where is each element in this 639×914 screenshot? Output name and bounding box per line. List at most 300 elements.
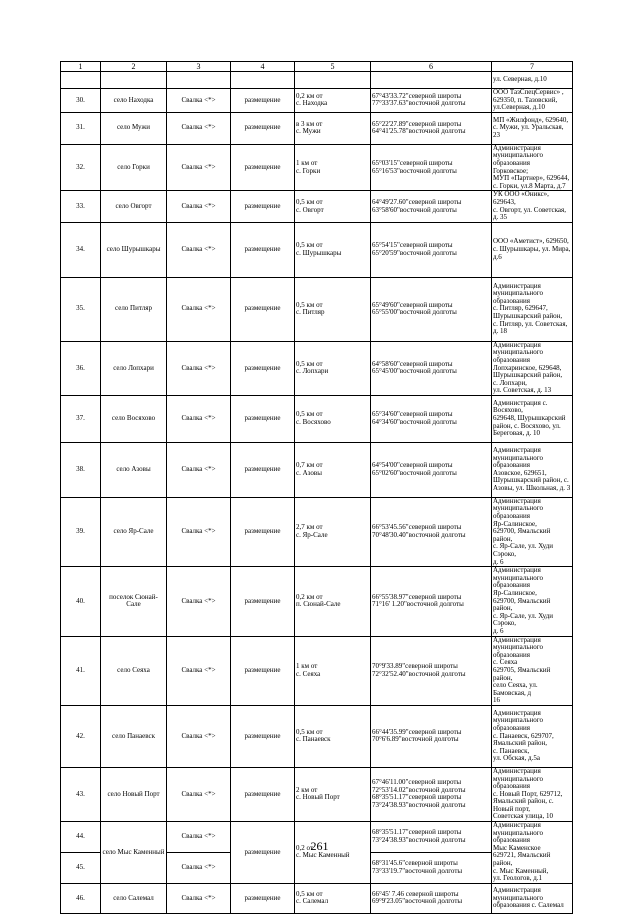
table-row — [61, 395, 573, 442]
operator-line: ул.Северная, д.10 — [493, 103, 546, 112]
operator-line: муниципального образования — [493, 348, 543, 364]
operator-line: Мыс Каменское — [493, 843, 541, 852]
object-type-text: Свалка <*> — [181, 789, 216, 798]
object-type — [167, 567, 231, 636]
activity-type — [231, 72, 295, 89]
coordinates — [371, 442, 492, 497]
coordinate-line: 64°49'27.60"северной широты — [372, 197, 462, 206]
distance-line: с. Восяхово — [296, 417, 331, 426]
row-number-text: 31. — [76, 123, 85, 132]
settlement-name — [101, 497, 167, 566]
operator-line: муниципального — [493, 893, 543, 902]
operator-line: Азовское, 629651, — [493, 468, 547, 477]
object-type — [167, 72, 231, 89]
coordinate-line: 70°6'6.89"восточной долготы — [372, 735, 459, 744]
coordinate-line: 72°32'52.40"восточной долготы — [372, 669, 466, 678]
coordinate-line: 66°45' 7.46 северной широты — [372, 889, 459, 898]
row-number-text: 39. — [76, 527, 85, 536]
activity-type-text: размещение — [244, 465, 281, 474]
operator-info — [492, 705, 573, 767]
object-type — [167, 497, 231, 566]
operator-line: Администрация с. Восяхово, — [493, 398, 548, 415]
object-type — [167, 341, 231, 395]
object-type-text: Свалка <*> — [181, 95, 216, 104]
object-type — [167, 222, 231, 277]
operator-info — [492, 144, 573, 191]
settlement-name-text: село Овгорт — [115, 201, 152, 210]
table-row — [61, 705, 573, 767]
distance-line: с. Сеяха — [296, 669, 321, 678]
row-number-text: 40. — [76, 596, 85, 605]
object-type-text: Свалка <*> — [181, 731, 216, 740]
operator-line: муниципального образования — [493, 643, 543, 659]
operator-line: Шурышкарский район, — [493, 312, 563, 321]
operator-line: муниципального образования — [493, 289, 543, 305]
distance-line: с. Мыс Каменный — [296, 851, 350, 860]
activity-type — [231, 277, 295, 341]
object-type-text: Свалка <*> — [181, 893, 216, 902]
operator-info — [492, 191, 573, 222]
operator-line: село Сеяха, ул. Бамовская, д — [493, 681, 538, 697]
operator-line: Администрация — [493, 281, 541, 290]
coordinates — [371, 341, 492, 395]
row-number — [61, 636, 101, 705]
distance-line: 0,5 км от — [296, 359, 323, 368]
column-header — [295, 62, 371, 72]
operator-line: муниципального образования — [493, 774, 543, 791]
coordinate-line: 66°55'38.97"северной широты — [372, 592, 462, 601]
operator-line: МП «Жилфонд», 629640, — [493, 115, 569, 124]
operator-info — [492, 636, 573, 705]
page-number: 261 — [310, 839, 329, 853]
object-type-text: Свалка <*> — [181, 162, 216, 171]
table-row — [61, 72, 573, 89]
activity-type — [231, 89, 295, 113]
coordinate-line: 70°9'33.89"северной широты — [372, 662, 458, 671]
row-number — [61, 89, 101, 113]
operator-line: муниципального образования — [493, 504, 543, 521]
distance-location — [295, 191, 371, 222]
coordinate-line: 65°02'60"восточной долготы — [372, 468, 457, 477]
column-header-label: 7 — [530, 62, 534, 71]
distance-location — [295, 144, 371, 191]
operator-line: Береговая, д. 10 — [493, 429, 541, 438]
distance-location — [295, 705, 371, 767]
row-number — [61, 567, 101, 636]
activity-type-text: размещение — [244, 665, 281, 674]
coordinates — [371, 222, 492, 277]
settlement-name-text: село Сеяха — [117, 665, 150, 674]
activity-type-text: размещение — [244, 363, 281, 372]
distance-line: с. Яр-Сале — [296, 531, 328, 540]
coordinates — [371, 395, 492, 442]
operator-info — [492, 567, 573, 636]
row-number-text: 38. — [76, 465, 85, 474]
object-type-text: Свалка <*> — [181, 123, 216, 132]
coordinates — [371, 852, 492, 883]
operator-line: Администрация — [493, 636, 541, 644]
distance-location — [295, 112, 371, 144]
distance-line: 1 км от — [296, 662, 318, 671]
operator-line: Яр-Салинское, — [493, 589, 537, 597]
coordinates — [371, 72, 492, 89]
distance-line: с. Азовы — [296, 468, 322, 477]
distance-location — [295, 222, 371, 277]
settlement-name — [101, 222, 167, 277]
settlement-name — [101, 442, 167, 497]
operator-line: муниципального образования — [493, 716, 543, 733]
operator-line: ул. Обская, д.5а — [493, 754, 540, 763]
settlement-name — [101, 144, 167, 191]
settlement-name — [101, 277, 167, 341]
operator-line: 629700, Ямальский район, — [493, 596, 551, 613]
row-number-text: 37. — [76, 414, 85, 423]
distance-line: п. Сюнай-Сале — [296, 600, 341, 609]
distance-line: с. Панаевск — [296, 735, 331, 744]
coordinate-line: 65°03'15"северной широты — [372, 158, 453, 167]
column-header-label: 3 — [196, 62, 201, 71]
object-type-text: Свалка <*> — [181, 863, 216, 872]
row-number — [61, 883, 101, 913]
row-number — [61, 497, 101, 566]
activity-type — [231, 395, 295, 442]
operator-info — [492, 883, 573, 913]
operator-line: с. Панаевск, 629707, — [493, 731, 554, 740]
settlement-name-text: село Яр-Сале — [113, 527, 154, 536]
operator-line: муниципального образования — [493, 453, 543, 470]
settlement-name-text: село Салемал — [113, 893, 154, 902]
object-type-text: Свалка <*> — [181, 832, 216, 841]
table-row — [61, 144, 573, 191]
row-number — [61, 705, 101, 767]
operator-line: 629721, Ямальский район, — [493, 851, 551, 868]
coordinates — [371, 705, 492, 767]
coordinate-line: 71°16' 1.20"восточной долготы — [372, 600, 464, 609]
activity-type-text: размещение — [244, 596, 281, 605]
row-number-text: 44. — [76, 832, 85, 841]
distance-line: с. Новый Порт — [296, 793, 340, 802]
table-row — [61, 442, 573, 497]
operator-line: муниципального образования — [493, 828, 543, 845]
operator-line: с. Яр-Сале, ул. Худи Сэроко, — [493, 542, 554, 559]
operator-line: с. Питляр, ул. Советская, — [493, 319, 568, 328]
activity-type — [231, 705, 295, 767]
column-header-label: 6 — [429, 62, 433, 71]
coordinates — [371, 497, 492, 566]
operator-line: с. Мыс Каменный, — [493, 866, 549, 875]
operator-line: Советская улица, 10 — [493, 812, 553, 821]
object-type — [167, 852, 231, 883]
distance-line: в 3 км от — [296, 119, 323, 128]
column-header-label: 1 — [78, 62, 83, 71]
table-row — [61, 341, 573, 395]
distance-location — [295, 883, 371, 913]
operator-line: с. Горки, ул.8 Марта, д.7 — [493, 181, 566, 190]
coordinate-line: 65°45'00"восточной долготы — [372, 367, 457, 376]
table-row — [61, 89, 573, 113]
row-number — [61, 112, 101, 144]
object-type — [167, 442, 231, 497]
table-row — [61, 112, 573, 144]
operator-line: с. Сеяха — [493, 658, 518, 667]
distance-line: с. Горки — [296, 166, 321, 175]
coordinate-line: 65°16'53"восточной долготы — [372, 166, 457, 175]
table-row — [61, 883, 573, 913]
distance-location — [295, 442, 371, 497]
distance-line: с. Шурышкары — [296, 248, 342, 257]
coordinate-line: 73°24'38.93"восточной долготы — [372, 801, 466, 810]
operator-line: Администрация — [493, 767, 541, 775]
coordinate-line: 65°54'15"северной широты — [372, 241, 453, 250]
coordinate-line: 64°58'60"северной широты — [372, 359, 453, 368]
operator-line: Администрация — [493, 708, 541, 717]
object-type — [167, 277, 231, 341]
operator-line: Горковское; — [493, 166, 529, 175]
column-header-label: 4 — [260, 62, 265, 71]
column-header — [231, 62, 295, 72]
activity-type — [231, 442, 295, 497]
settlement-name-text: село Восяхово — [111, 414, 156, 423]
distance-location — [295, 89, 371, 113]
settlement-name — [101, 341, 167, 395]
activity-type-text: размещение — [244, 414, 281, 423]
operator-line: с. Питляр, 629647, — [493, 304, 548, 313]
activity-type — [231, 636, 295, 705]
coordinate-line: 66°44'35.99"северной широты — [372, 727, 462, 736]
activity-type — [231, 497, 295, 566]
operator-info — [492, 767, 573, 821]
coordinate-line: 65°20'59"восточной долготы — [372, 248, 457, 257]
settlement-name-text: село Питляр — [115, 304, 152, 313]
operator-line: д. 6 — [493, 626, 504, 635]
distance-line: 0,2 км от — [296, 91, 323, 100]
distance-line: 0,5 км от — [296, 300, 323, 309]
operator-line: Шурышкарский район, с. — [493, 476, 569, 485]
settlement-name-text: село Мыс Каменный — [102, 847, 165, 856]
distance-line: с. Лопхари — [296, 367, 329, 376]
column-header-label: 5 — [330, 62, 335, 71]
operator-line: 629700, Ямальский район, — [493, 527, 551, 543]
distance-line: с. Овгорт — [296, 205, 324, 214]
object-type — [167, 191, 231, 222]
activity-type-text: размещение — [244, 244, 281, 253]
operator-line: Администрация — [493, 144, 541, 152]
operator-line: муниципального образования — [493, 151, 543, 167]
settlement-name — [101, 112, 167, 144]
object-type-text: Свалка <*> — [181, 527, 216, 536]
coordinate-line: 69°9'23.05"восточной долготы — [372, 897, 463, 906]
coordinate-line: 72°53'14.02"восточной долготы — [372, 785, 466, 794]
distance-line: 0,2 от — [296, 843, 313, 852]
coordinate-line: 65°55'00"восточной долготы — [372, 308, 457, 317]
coordinates — [371, 767, 492, 821]
coordinates — [371, 277, 492, 341]
settlement-name — [101, 89, 167, 113]
row-number — [61, 144, 101, 191]
distance-location — [295, 497, 371, 566]
operator-line: ООО «Аметист», 629650, — [493, 237, 569, 246]
activity-type — [231, 883, 295, 913]
activity-type-text: размещение — [244, 95, 281, 104]
row-number — [61, 222, 101, 277]
coordinate-line: 65°34'60"северной широты — [372, 410, 453, 419]
operator-info — [492, 497, 573, 566]
coordinate-line: 65°22'27.89"северной широты — [372, 119, 462, 128]
row-number — [61, 442, 101, 497]
operator-line: Яр-Салинское, — [493, 519, 537, 528]
coordinate-line: 63°58'60"восточной долготы — [372, 205, 457, 214]
settlement-name-text: село Мужи — [116, 123, 151, 132]
object-type-text: Свалка <*> — [181, 363, 216, 372]
settlement-name-text: село Находка — [113, 95, 154, 104]
operator-line: Азовы, ул. Школьная, д. 3 — [493, 484, 571, 493]
table-row — [61, 767, 573, 821]
activity-type — [231, 567, 295, 636]
table-row — [61, 497, 573, 566]
distance-line: 2 км от — [296, 785, 318, 794]
activity-type-text: размещение — [244, 731, 281, 740]
column-header — [371, 62, 492, 72]
coordinate-line: 73°33'19.7"восточной долготы — [372, 866, 463, 875]
operator-line: 16 — [493, 696, 500, 705]
settlement-name-text: село Горки — [117, 162, 150, 171]
settlement-name-text: село Панаевск — [112, 731, 155, 740]
operator-line: УК ООО «Оникс», 629643, — [493, 190, 549, 206]
distance-line: 0,5 км от — [296, 241, 323, 250]
settlement-name-text: село Новый Порт — [107, 789, 160, 798]
operator-line: с. Лопхари, — [493, 378, 527, 387]
distance-location — [295, 341, 371, 395]
operator-info — [492, 341, 573, 395]
settlement-name — [101, 567, 167, 636]
settlement-name — [101, 883, 167, 913]
distance-line: 0,5 км от — [296, 889, 323, 898]
operator-line: Администрация — [493, 446, 541, 455]
operator-line: район, с. Восяхово, ул. — [493, 421, 561, 430]
object-type-text: Свалка <*> — [181, 665, 216, 674]
settlement-name — [101, 72, 167, 89]
row-number — [61, 767, 101, 821]
coordinate-line: 77°33'37.63"восточной долготы — [372, 99, 466, 108]
distance-location — [295, 277, 371, 341]
table-row — [61, 277, 573, 341]
operator-line: Шурышкарский район, — [493, 371, 563, 380]
table-row — [61, 191, 573, 222]
operator-info — [492, 72, 573, 89]
activity-type-text: размещение — [244, 789, 281, 798]
object-type-text: Свалка <*> — [181, 414, 216, 423]
distance-line: 0,5 км от — [296, 727, 323, 736]
coordinates — [371, 89, 492, 113]
row-number-text: 30. — [76, 95, 85, 104]
table-row — [61, 222, 573, 277]
operator-line: д. 18 — [493, 327, 508, 336]
activity-type — [231, 112, 295, 144]
object-type — [167, 705, 231, 767]
operator-line: Администрация — [493, 821, 541, 830]
operator-line: ул. Геологов, д.1 — [493, 874, 543, 883]
activity-type — [231, 767, 295, 821]
row-number — [61, 341, 101, 395]
object-type — [167, 395, 231, 442]
coordinate-line: 67°46'11.00"северной широты — [372, 778, 462, 787]
operator-line: с. Шурышкары, ул. Мира, д.6 — [493, 244, 571, 261]
coordinates — [371, 144, 492, 191]
operator-info — [492, 112, 573, 144]
distance-line: с. Салемал — [296, 897, 329, 906]
coordinate-line: 70°48'30.40"восточной долготы — [372, 531, 466, 540]
table-row — [61, 567, 573, 636]
operator-info — [492, 277, 573, 341]
coordinate-line: 68°35'51.17"северной широты — [372, 828, 462, 837]
operator-info — [492, 89, 573, 113]
row-number — [61, 395, 101, 442]
object-type — [167, 112, 231, 144]
distance-line: 0,5 км от — [296, 197, 323, 206]
operator-info — [492, 442, 573, 497]
row-number-text: 32. — [76, 162, 85, 171]
operator-line: ООО ТазСпецСервис» , — [493, 88, 564, 96]
coordinate-line: 64°34'60"восточной долготы — [372, 417, 457, 426]
activity-type — [231, 341, 295, 395]
operator-line: 629350, п. Тазовский, — [493, 95, 558, 104]
row-number-text: 41. — [76, 665, 85, 674]
operator-line: Администрация — [493, 341, 541, 349]
object-type-text: Свалка <*> — [181, 304, 216, 313]
operator-line: ул. Советская, д. 13 — [493, 386, 552, 395]
operator-line: муниципального образования — [493, 573, 543, 590]
settlement-name-text: село Шурышкары — [106, 244, 161, 253]
column-header-label: 2 — [131, 62, 136, 71]
table-row — [61, 636, 573, 705]
row-number-text: 42. — [76, 731, 85, 740]
coordinate-line: 68°31'45.6"северной широты — [372, 859, 458, 868]
object-type-text: Свалка <*> — [181, 244, 216, 253]
distance-line: с. Находка — [296, 99, 328, 108]
settlement-name — [101, 636, 167, 705]
operator-line: Администрация — [493, 885, 541, 894]
object-type — [167, 89, 231, 113]
distance-location — [295, 767, 371, 821]
coordinates — [371, 191, 492, 222]
row-number — [61, 277, 101, 341]
distance-line: 0,2 км от — [296, 592, 323, 601]
distance-location — [295, 567, 371, 636]
object-type-text: Свалка <*> — [181, 465, 216, 474]
activity-type-text: размещение — [244, 123, 281, 132]
distance-line: 0,7 км от — [296, 461, 323, 470]
settlement-name — [101, 705, 167, 767]
operator-line: ул. Северная, д.10 — [493, 75, 547, 84]
activity-type-text: размещение — [244, 304, 281, 313]
distance-line: 0,5 км от — [296, 410, 323, 419]
coordinate-line: 73°24'38.93"восточной долготы — [372, 836, 466, 844]
distance-location — [295, 72, 371, 89]
operator-line: 629648, Шурышкарский — [493, 414, 566, 423]
operator-line: с. Панаевск, — [493, 746, 530, 755]
column-header — [167, 62, 231, 72]
distance-line: 1 км от — [296, 158, 318, 167]
distance-location — [295, 395, 371, 442]
row-number — [61, 72, 101, 89]
row-number — [61, 852, 101, 883]
column-header — [101, 62, 167, 72]
activity-type-text: размещение — [244, 893, 281, 902]
object-type — [167, 144, 231, 191]
row-number-text: 45. — [76, 863, 85, 872]
row-number — [61, 191, 101, 222]
coordinate-line: 65°49'60"северной широты — [372, 300, 453, 309]
